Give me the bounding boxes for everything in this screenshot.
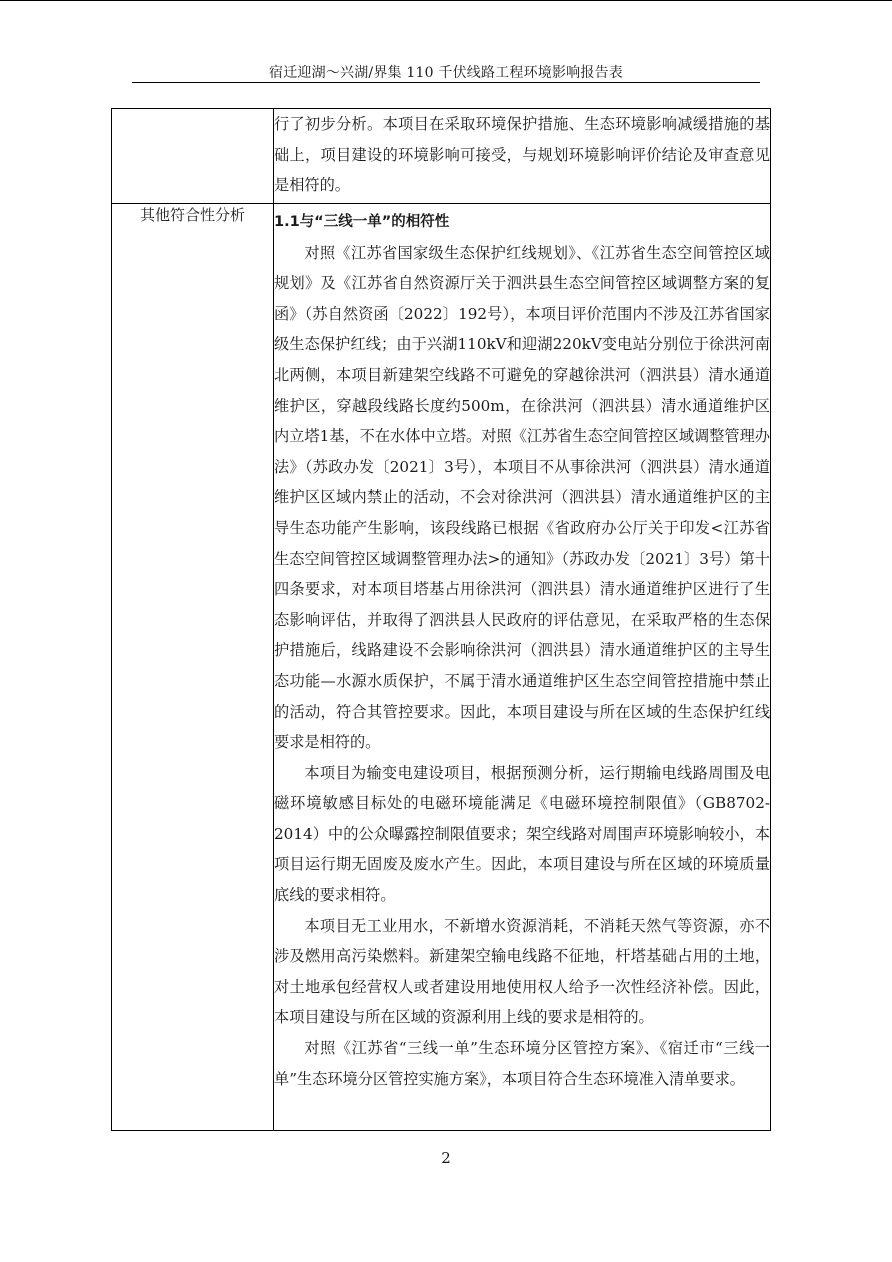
row2-label-cell: 其他符合性分析 <box>112 204 274 1131</box>
row1-paragraph: 行了初步分析。本项目在采取环境保护措施、生态环境影响减缓措施的基础上，项目建设的环境影响可接受，与规划环境影响评价结论及审查意见是相符的。 <box>274 115 770 195</box>
top-border-line <box>0 0 892 1</box>
paragraph-resource-use: 本项目无工业用水，不新增水资源消耗，不消耗天然气等资源，亦不涉及燃用高污染燃料。新建架空输电线路不征地，杆塔基础占用的土地，对土地承包经营权人或者建设用地使用权人给予一次性经济补偿。因此，本项目建设与所在区域的资源利用上线的要求是相符的。 <box>274 916 770 1027</box>
page-number: 2 <box>441 1149 451 1167</box>
paragraph-environmental-quality: 本项目为输变电建设项目，根据预测分析，运行期输电线路周围及电磁环境敏感目标处的电磁环境能满足《电磁环境控制限值》（GB8702-2014）中的公众曝露控制限值要求；架空线路对周围声环境影响较小，本项目运行期无固废及废水产生。因此，本项目建设与所在区域的环境质量底线的要求相符。 <box>274 763 770 905</box>
table-row <box>112 204 771 1131</box>
header-rule <box>132 82 760 83</box>
section-heading: 1.1与“三线一单”的相符性 <box>274 214 450 230</box>
row1-content-cell <box>274 109 771 204</box>
report-table <box>111 108 771 1131</box>
row2-content-cell <box>274 204 771 1131</box>
paragraph-ecological-redline: 对照《江苏省国家级生态保护红线规划》、《江苏省生态空间管控区域规划》及《江苏省自然资源厅关于泗洪县生态空间管控区域调整方案的复函》（苏自然资函〔2022〕192号），本项目评价范围内不涉及江苏省国家级生态保护红线；由于兴湖110kV和迎湖220kV变电站分别位于徐洪河南北两侧，本项目新建架空线路不可避免的穿越徐洪河（泗洪县）清水通道维护区，穿越段线路长度约500m，在徐洪河（泗洪县）清水通道维护区内立塔1基，不在水体中立塔。对照《江苏省生态空间管控区域调整管理办法》（苏政办发〔2021〕3号），本项目不从事徐洪河（泗洪县）清水通道维护区区域内禁止的活动，不会对徐洪河（泗洪县）清水通道维护区的主导生态功能产生影响，该段线路已根据《省政府办公厅关于印发<江苏省生态空间管控区域调整管理办法>的通知》（苏政办发〔2021〕3号）第十四条要求，对本项目塔基占用徐洪河（泗洪县）清水通道维护区进行了生态影响评估，并取得了泗洪县人民政府的评估意见，在采取严格的生态保护措施后，线路建设不会影响徐洪河（泗洪县）清水通道维护区的主导生态功能—水源水质保护，不属于清水通道维护区生态空间管控措施中禁止的活动，符合其管控要求。因此，本项目建设与所在区域的生态保护红线要求是相符的。 <box>274 243 770 752</box>
page-header-title: 宿迁迎湖～兴湖/界集 110 千伏线路工程环境影响报告表 <box>269 65 623 81</box>
row1-label-cell <box>112 109 274 204</box>
table-row <box>112 109 771 204</box>
paragraph-access-list: 对照《江苏省“三线一单”生态环境分区管控方案》、《宿迁市“三线一单”生态环境分区管控实施方案》，本项目符合生态环境准入清单要求。 <box>274 1039 770 1088</box>
